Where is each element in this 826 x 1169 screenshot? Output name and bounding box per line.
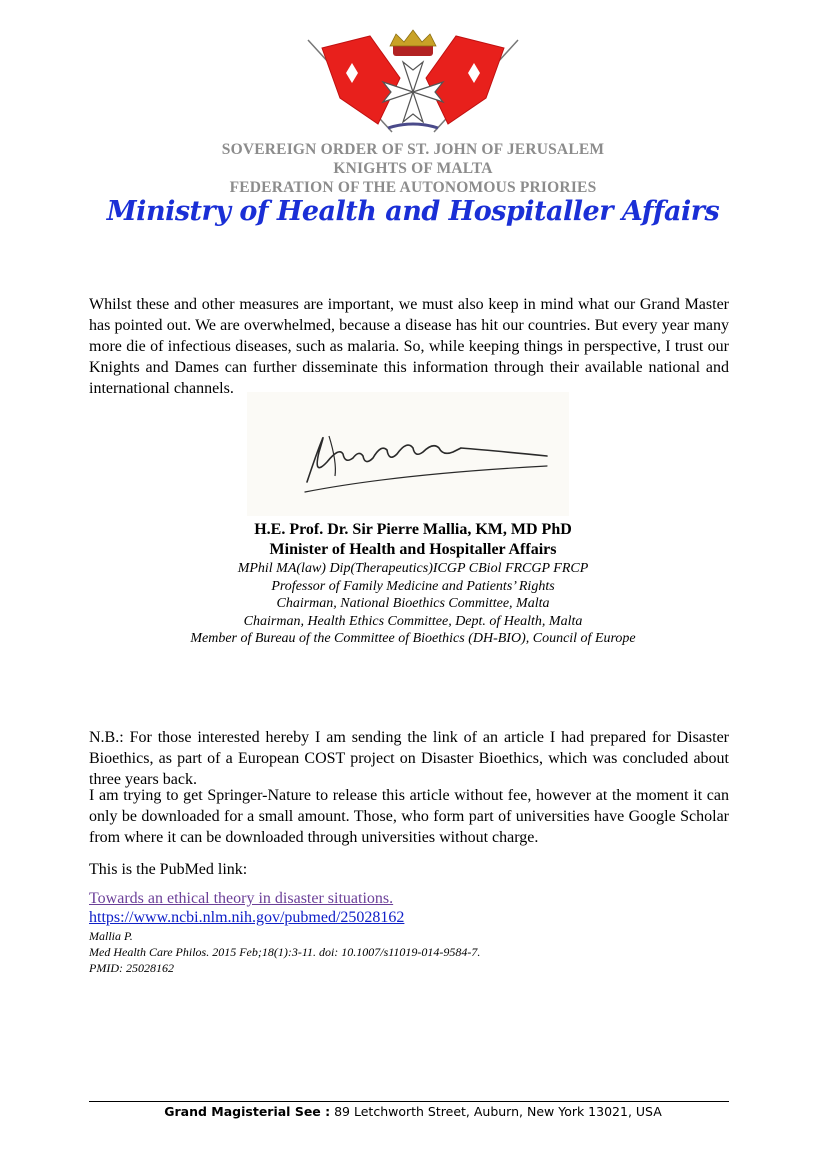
org-name-line-3: FEDERATION OF THE AUTONOMOUS PRIORIES — [229, 179, 597, 196]
footer-address-text: 89 Letchworth Street, Auburn, New York 13021, USA — [334, 1104, 662, 1119]
springer-paragraph: I am trying to get Springer-Nature to release this article without fee, however at the moment it can only be downloaded for a small amount. Those, who form part of universities have Google Scholar from where it can be downloaded through universities without charge. — [89, 787, 729, 846]
nb-paragraph: N.B.: For those interested hereby I am sending the link of an article I had prepared for Disaster Bioethics, as part of a European COST project on Disaster Bioethics, which was concluded about three years back. — [89, 729, 729, 788]
pubmed-intro: This is the PubMed link: — [89, 861, 248, 878]
article-title-link[interactable]: Towards an ethical theory in disaster situations. — [89, 890, 394, 907]
ministry-title: Ministry of Health and Hospitaller Affairs — [106, 196, 720, 227]
org-name-line-1: SOVEREIGN ORDER OF ST. JOHN OF JERUSALEM — [221, 141, 605, 158]
citation-author: Mallia P. — [89, 929, 133, 943]
footer-divider — [89, 1101, 729, 1102]
citation-journal: Med Health Care Philos. 2015 Feb;18(1):3-11. doi: 10.1007/s11019-014-9584-7. — [89, 945, 481, 959]
footer-label: Grand Magisterial See : — [164, 1104, 331, 1119]
handwritten-signature-icon — [247, 392, 569, 516]
signatory-credential: Chairman, National Bioethics Committee, Malta — [276, 596, 550, 611]
body-paragraph: Whilst these and other measures are important, we must also keep in mind what our Grand Master has pointed out. We are overwhelmed, because a disease has hit our countries. But every year many more die of infectious diseases, such as malaria. So, while keeping things in perspective, I trust our Knights and Dames can further disseminate this information through their available national and international channels. — [89, 296, 729, 397]
signatory-block — [0, 520, 826, 648]
signatory-credential: Chairman, Health Ethics Committee, Dept. of Health, Malta — [243, 613, 583, 629]
signatory-credential: Member of Bureau of the Committee of Bioethics (DH-BIO), Council of Europe — [190, 631, 636, 646]
org-name-line-2: KNIGHTS OF MALTA — [333, 160, 493, 177]
signatory-name: H.E. Prof. Dr. Sir Pierre Mallia, KM, MD PhD — [254, 521, 572, 538]
maltese-cross-crest-icon — [300, 28, 526, 138]
signatory-credential: MPhil MA(law) Dip(Therapeutics)ICGP CBiol FRCGP FRCP — [237, 561, 589, 576]
citation-pmid: PMID: 25028162 — [89, 961, 174, 975]
signatory-title: Minister of Health and Hospitaller Affairs — [269, 541, 557, 558]
footer-address — [0, 1104, 826, 1119]
signature-area — [247, 392, 569, 516]
signatory-credential: Professor of Family Medicine and Patients’ Rights — [271, 578, 555, 594]
pubmed-url-link[interactable]: https://www.ncbi.nlm.nih.gov/pubmed/25028162 — [89, 909, 405, 926]
